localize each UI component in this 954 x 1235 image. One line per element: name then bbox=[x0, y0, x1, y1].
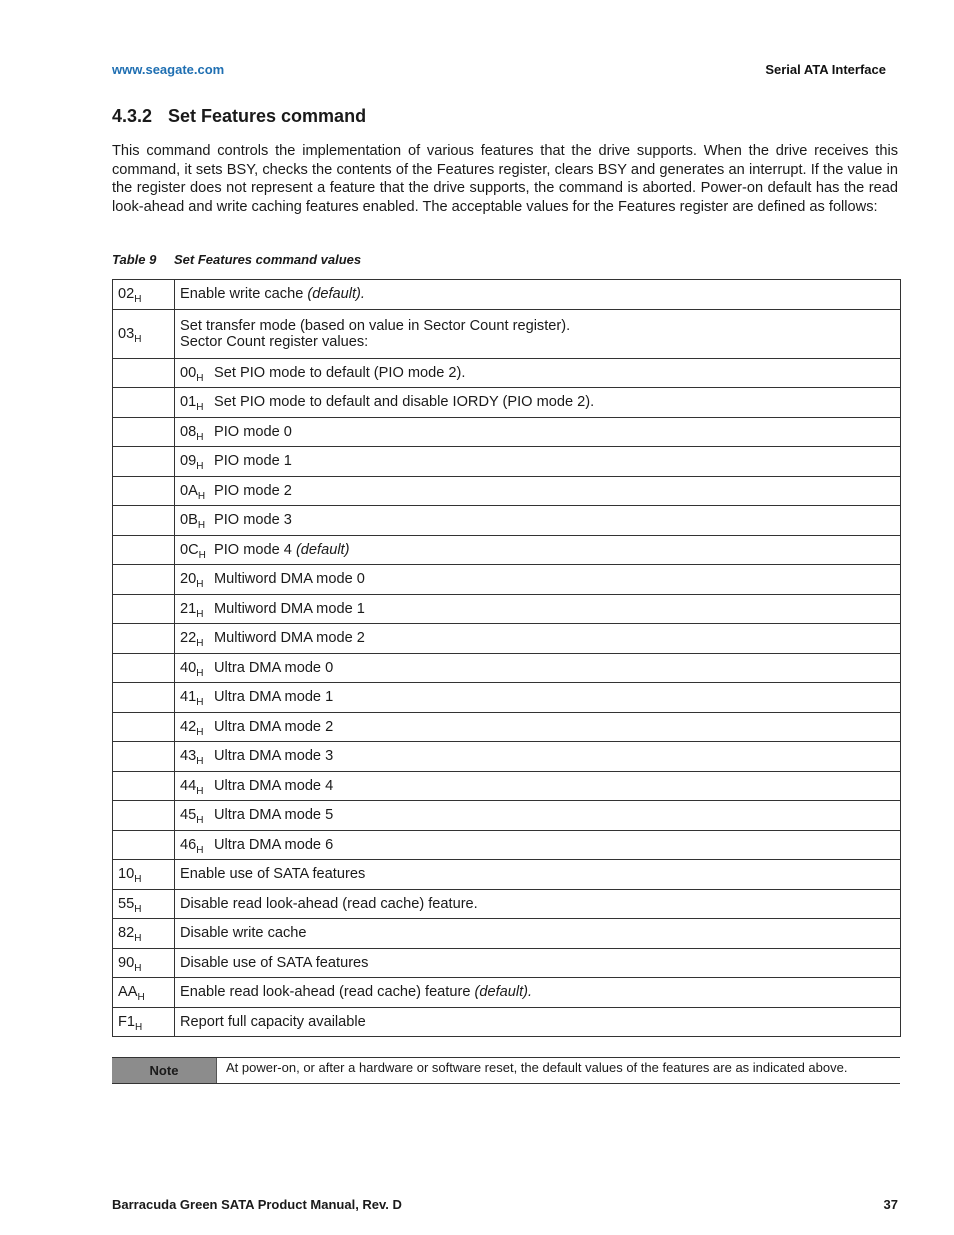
hex-code: 22 bbox=[180, 630, 197, 647]
table-row bbox=[113, 594, 901, 624]
hex-suffix: H bbox=[196, 697, 204, 709]
note-box bbox=[112, 1057, 900, 1084]
sector-count-code bbox=[180, 423, 214, 443]
description-cell bbox=[175, 860, 901, 890]
code-cell bbox=[113, 280, 175, 310]
table-row bbox=[113, 388, 901, 418]
note-text: At power-on, or after a hardware or software reset, the default values of the features are as indicated above. bbox=[226, 1060, 848, 1075]
set-features-table bbox=[112, 279, 901, 1037]
description-cell bbox=[175, 388, 901, 418]
sector-count-code bbox=[180, 807, 214, 827]
table-row bbox=[113, 683, 901, 713]
description-cell bbox=[175, 417, 901, 447]
description-cell bbox=[175, 535, 901, 565]
description-text: PIO mode 0 bbox=[214, 423, 292, 440]
description-cell bbox=[175, 771, 901, 801]
description-cell bbox=[175, 447, 901, 477]
sector-count-code bbox=[180, 571, 214, 591]
code-cell bbox=[113, 358, 175, 388]
hex-suffix: H bbox=[134, 933, 142, 945]
description-text: Set PIO mode to default and disable IORDY (PIO mode 2). bbox=[214, 394, 595, 411]
code-cell bbox=[113, 771, 175, 801]
hex-code: 44 bbox=[180, 777, 197, 794]
hex-suffix: H bbox=[196, 431, 204, 443]
hex-code: 0B bbox=[180, 512, 198, 529]
table-row bbox=[113, 712, 901, 742]
hex-suffix: H bbox=[196, 815, 204, 827]
hex-suffix: H bbox=[134, 294, 142, 306]
description-text: Enable read look-ahead (read cache) feature bbox=[180, 984, 475, 1001]
code-cell bbox=[113, 476, 175, 506]
table-row bbox=[113, 358, 901, 388]
description-cell bbox=[175, 594, 901, 624]
code-cell bbox=[113, 889, 175, 919]
sector-count-code bbox=[180, 718, 214, 738]
hex-suffix: H bbox=[196, 461, 204, 473]
table-row bbox=[113, 889, 901, 919]
hex-code: 46 bbox=[180, 836, 197, 853]
code-cell bbox=[113, 683, 175, 713]
table-row bbox=[113, 948, 901, 978]
hex-suffix: H bbox=[198, 549, 206, 561]
hex-code: 10 bbox=[118, 866, 135, 883]
sector-count-code bbox=[180, 748, 214, 768]
hex-code: 0C bbox=[180, 541, 199, 558]
description-text: Report full capacity available bbox=[180, 1013, 366, 1030]
table-title: Set Features command values bbox=[174, 252, 362, 267]
description-text: Ultra DMA mode 0 bbox=[214, 659, 334, 676]
footer-page-number: 37 bbox=[883, 1197, 898, 1212]
description-cell bbox=[175, 801, 901, 831]
table-row bbox=[113, 280, 901, 310]
description-text: Enable use of SATA features bbox=[180, 866, 366, 883]
description-cell bbox=[175, 742, 901, 772]
table-row bbox=[113, 309, 901, 358]
intro-paragraph: This command controls the implementation of various features that the drive supports. When the drive receives this command, it sets BSY, checks the contents of the Features register, clears BSY and generates an interrupt. If the value in the register does not represent a feature that the drive supports, the command is aborted. Power-on default has the read look-ahead and write caching features enabled. The acceptable values for the Features register are defined as follows: bbox=[112, 143, 898, 215]
description-text: Set PIO mode to default (PIO mode 2). bbox=[214, 364, 466, 381]
description-cell bbox=[175, 309, 901, 358]
default-marker: (default). bbox=[307, 286, 365, 303]
code-cell bbox=[113, 653, 175, 683]
description-text: Ultra DMA mode 3 bbox=[214, 748, 334, 765]
description-cell bbox=[175, 889, 901, 919]
table-row bbox=[113, 919, 901, 949]
description-text: Ultra DMA mode 6 bbox=[214, 836, 334, 853]
table-row bbox=[113, 417, 901, 447]
table-row bbox=[113, 771, 901, 801]
sector-count-code bbox=[180, 364, 214, 384]
description-cell bbox=[175, 280, 901, 310]
hex-code: 43 bbox=[180, 748, 197, 765]
sector-count-code bbox=[180, 482, 214, 502]
description-text: Ultra DMA mode 2 bbox=[214, 718, 334, 735]
section-number: 4.3.2 bbox=[112, 106, 153, 126]
hex-suffix: H bbox=[134, 903, 142, 915]
description-cell bbox=[175, 948, 901, 978]
description-cell bbox=[175, 476, 901, 506]
table-row bbox=[113, 830, 901, 860]
hex-suffix: H bbox=[135, 1021, 143, 1033]
sector-count-code bbox=[180, 512, 214, 532]
description-text-line2: Sector Count register values: bbox=[180, 333, 369, 350]
sector-count-code bbox=[180, 600, 214, 620]
description-text: PIO mode 3 bbox=[214, 512, 292, 529]
description-text: PIO mode 4 bbox=[214, 541, 296, 558]
hex-code: 42 bbox=[180, 718, 197, 735]
code-cell bbox=[113, 624, 175, 654]
table-row bbox=[113, 860, 901, 890]
description-text: PIO mode 1 bbox=[214, 453, 292, 470]
code-cell bbox=[113, 565, 175, 595]
hex-suffix: H bbox=[134, 874, 142, 886]
hex-suffix: H bbox=[134, 962, 142, 974]
description-cell bbox=[175, 506, 901, 536]
description-text: Enable write cache bbox=[180, 286, 308, 303]
code-cell bbox=[113, 742, 175, 772]
code-cell bbox=[113, 948, 175, 978]
hex-suffix: H bbox=[197, 520, 206, 532]
code-cell bbox=[113, 309, 175, 358]
hex-code: 0A bbox=[180, 482, 198, 499]
hex-code: 82 bbox=[118, 925, 135, 942]
hex-suffix: H bbox=[196, 844, 204, 856]
description-text: Multiword DMA mode 0 bbox=[214, 571, 365, 588]
hex-suffix: H bbox=[196, 638, 204, 650]
sector-count-code bbox=[180, 659, 214, 679]
table-row bbox=[113, 565, 901, 595]
description-cell bbox=[175, 565, 901, 595]
code-cell bbox=[113, 594, 175, 624]
table-row bbox=[113, 653, 901, 683]
hex-code: 41 bbox=[180, 689, 197, 706]
description-text: Disable read look-ahead (read cache) feature. bbox=[180, 895, 478, 912]
sector-count-code bbox=[180, 836, 214, 856]
code-cell bbox=[113, 830, 175, 860]
hex-suffix: H bbox=[196, 785, 204, 797]
code-cell bbox=[113, 447, 175, 477]
hex-code: AA bbox=[118, 984, 138, 1001]
hex-suffix: H bbox=[196, 667, 204, 679]
table-number: Table 9 bbox=[112, 252, 157, 267]
description-text: Multiword DMA mode 2 bbox=[214, 630, 365, 647]
code-cell bbox=[113, 801, 175, 831]
header-website-link[interactable]: www.seagate.com bbox=[112, 62, 225, 77]
code-cell bbox=[113, 535, 175, 565]
code-cell bbox=[113, 1007, 175, 1037]
section-title: Set Features command bbox=[168, 106, 367, 126]
hex-code: 00 bbox=[180, 364, 197, 381]
hex-suffix: H bbox=[197, 490, 206, 502]
description-text: Ultra DMA mode 5 bbox=[214, 807, 334, 824]
code-cell bbox=[113, 978, 175, 1008]
table-row bbox=[113, 476, 901, 506]
table-row bbox=[113, 624, 901, 654]
description-cell bbox=[175, 1007, 901, 1037]
hex-code: 40 bbox=[180, 659, 197, 676]
hex-code: 02 bbox=[118, 286, 135, 303]
default-marker: (default). bbox=[474, 984, 533, 1001]
section-heading bbox=[112, 106, 366, 127]
description-text: Disable use of SATA features bbox=[180, 954, 369, 971]
hex-suffix: H bbox=[196, 726, 204, 738]
code-cell bbox=[113, 506, 175, 536]
hex-suffix: H bbox=[196, 372, 204, 384]
table-row bbox=[113, 506, 901, 536]
footer-manual-title: Barracuda Green SATA Product Manual, Rev. D bbox=[112, 1197, 402, 1212]
sector-count-code bbox=[180, 541, 214, 561]
code-cell bbox=[113, 919, 175, 949]
hex-code: 21 bbox=[180, 600, 197, 617]
description-cell bbox=[175, 978, 901, 1008]
hex-code: 03 bbox=[118, 325, 135, 342]
hex-suffix: H bbox=[196, 579, 204, 591]
hex-suffix: H bbox=[196, 402, 204, 414]
description-text: Multiword DMA mode 1 bbox=[214, 600, 365, 617]
code-cell bbox=[113, 388, 175, 418]
description-text: Disable write cache bbox=[180, 925, 307, 942]
header-chapter-title: Serial ATA Interface bbox=[765, 62, 886, 77]
hex-code: 08 bbox=[180, 423, 197, 440]
hex-code: 45 bbox=[180, 807, 197, 824]
sector-count-code bbox=[180, 630, 214, 650]
hex-suffix: H bbox=[196, 608, 204, 620]
hex-code: 90 bbox=[118, 954, 135, 971]
description-cell bbox=[175, 712, 901, 742]
description-cell bbox=[175, 683, 901, 713]
table-row bbox=[113, 535, 901, 565]
code-cell bbox=[113, 712, 175, 742]
table-row bbox=[113, 1007, 901, 1037]
hex-code: 01 bbox=[180, 394, 197, 411]
hex-suffix: H bbox=[196, 756, 204, 768]
default-marker: (default) bbox=[295, 541, 350, 558]
description-cell bbox=[175, 830, 901, 860]
description-text: Ultra DMA mode 4 bbox=[214, 777, 334, 794]
sector-count-code bbox=[180, 689, 214, 709]
description-text: Ultra DMA mode 1 bbox=[214, 689, 334, 706]
table-caption bbox=[112, 252, 361, 267]
table-row bbox=[113, 978, 901, 1008]
description-cell bbox=[175, 624, 901, 654]
hex-suffix: H bbox=[137, 992, 145, 1004]
description-cell bbox=[175, 358, 901, 388]
code-cell bbox=[113, 417, 175, 447]
sector-count-code bbox=[180, 394, 214, 414]
description-text: Set transfer mode (based on value in Sector Count register). bbox=[180, 317, 571, 334]
description-cell bbox=[175, 653, 901, 683]
sector-count-code bbox=[180, 453, 214, 473]
hex-code: 55 bbox=[118, 895, 135, 912]
description-cell bbox=[175, 919, 901, 949]
hex-suffix: H bbox=[134, 333, 142, 345]
description-text: PIO mode 2 bbox=[214, 482, 292, 499]
hex-code: 09 bbox=[180, 453, 197, 470]
table-row bbox=[113, 447, 901, 477]
table-row bbox=[113, 742, 901, 772]
table-row bbox=[113, 801, 901, 831]
code-cell bbox=[113, 860, 175, 890]
note-label: Note bbox=[112, 1058, 217, 1083]
hex-code: F1 bbox=[118, 1013, 136, 1030]
hex-code: 20 bbox=[180, 571, 197, 588]
sector-count-code bbox=[180, 777, 214, 797]
